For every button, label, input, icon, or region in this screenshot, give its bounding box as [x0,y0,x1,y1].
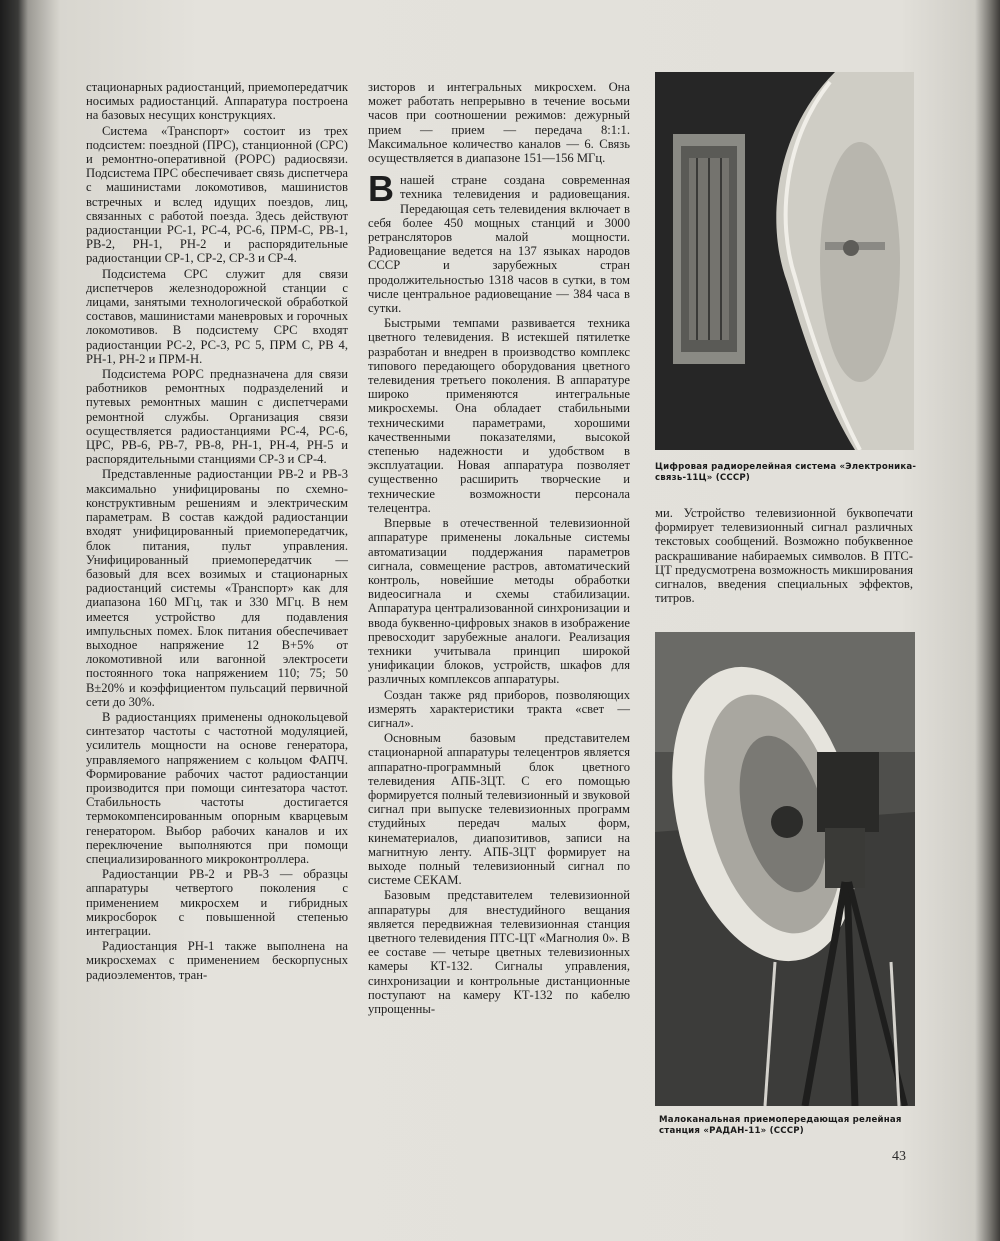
paragraph: ми. Устройство телевизионной буквопечати формирует телевизионный сигнал различных текстовых сообщений. Возможно побуквенное раскрашивание набираемых символов. В ПТС-ЦТ предусмотрена возможность микширования сигналов, введения специальных эффектов, титров. [655,506,913,606]
text-column-right [655,506,913,605]
paragraph-text: нашей стране создана современная техника телевидения и радиовещания. Передающая сеть телевидения включает в себя более 450 мощных станций и 3000 ретрансляторов малой мощности. Радиовещание ведется на 137 языках народов СССР и зарубежных стран продолжительностью 1318 часов в сутки, в том числе центральное радиовещание — 384 часа в сутки. [368,173,630,316]
paragraph: Быстрыми темпами развивается техника цветного телевидения. В истекшей пятилетке разработан и внедрен в производство комплекс типового передающего оборудования цветного телевидения третьего поколения. В аппаратуре широко применяются интегральные микросхемы. Она обладает стабильными техническими параметрами, хорошими качественными показателями, высокой степенью надежности и удобством в эксплуатации. Новая аппаратура позволяет существенно расширить творческие и технические возможности персонала телецентра. [368,316,630,515]
text-column-middle [368,80,630,1016]
paragraph: Подсистема СРС служит для связи диспетчеров железнодорожной станции с лицами, занятыми технологической обработкой составов, машинистами маневровых и горочных локомотивов. В подсистему СРС входят радиостанции РС-2, РС-3, РС 5, ПРМ С, РВ 4, РН-1, РН-2 и ПРМ-Н. [86,266,348,366]
paragraph-dropcap [368,168,630,316]
paragraph: В радиостанциях применены однокольцевой синтезатор частоты с частотной модуляцией, усилитель мощности на основе генератора, управляемого напряжением с кольцом ФАПЧ. Формирование рабочих частот радиостанции производится при помощи синтезатора частот. Стабильность частоты достигается термокомпенсированным опорным кварцевым генератором. Выбор рабочих каналов и их переключение выполняются при помощи специализированного микроконтроллера. [86,709,348,866]
photo-caption-1: Цифровая радиорелейная система «Электроника-связь-11Ц» (СССР) [655,462,917,483]
paragraph: Система «Транспорт» состоит из трех подсистем: поездной (ПРС), станционной (СРС) и ремонтно-оперативной (РОРС) радиосвязи. Подсистема ПРС обеспечивает связь диспетчера с машинистами локомотивов, машинистов встречных и вслед идущих поездов, лиц, связанных с работой поезда. Здесь действуют радиостанции РС-1, РС-4, РС-6, ПРМ-С, РВ-1, РВ-2, РН-1, РН-2 и распорядительные радиостанции СР-1, СР-2, СР-3 и СР-4. [86,123,348,266]
paragraph: зисторов и интегральных микросхем. Она может работать непрерывно в течение восьми часов при соотношении режимов: дежурный прием — прием — передача 8:1:1. Максимальное количество каналов — 6. Связь осуществляется в диапазоне 151—156 МГц. [368,80,630,166]
photo-parabolic-antenna-tripod [655,632,915,1106]
photo-caption-2: Малоканальная приемопередающая релейная станция «РАДАН-11» (СССР) [659,1115,902,1136]
paragraph: Радиостанции РВ-2 и РВ-3 — образцы аппаратуры четвертого поколения с применением микросхем и гибридных микросборок с повышенной степенью интеграции. [86,867,348,938]
page-number: 43 [892,1149,906,1164]
paragraph: Основным базовым представителем стационарной аппаратуры телецентров является аппаратно-программный блок цветного телевидения АПБ-3ЦТ. С его помощью формируется полный телевизионный и звуковой сигнал при выпуске телевизионных программ студийных передач малых форм, кинематериалов, диапозитивов, записи на магнитную ленту. АПБ-3ЦТ формирует на выходе полный телевизионный сигнал по системе СЕКАМ. [368,731,630,888]
dish-illustration [655,72,914,450]
paragraph: Подсистема РОРС предназначена для связи работников ремонтных подразделений и путевых ремонтных машин с диспетчерами ремонтной службы. Организация связи осуществляется радиостанциями РС-4, РС-6, ЦРС, РВ-6, РВ-7, РВ-8, РН-1, РН-4, РН-5 и распорядительными станциями СР-3 и СР-4. [86,367,348,467]
paragraph: Базовым представителем телевизионной аппаратуры для внестудийного вещания является передвижная телевизионная станция цветного телевидения ПТС-ЦТ «Магнолия 0». В ее составе — четыре цветных телевизионных камеры КТ-132. Сигналы управления, синхронизации и контрольные дистанционные поступают на камеру КТ-132 по кабелю упрощенны- [368,888,630,1016]
text-column-left [86,80,348,982]
photo-radio-relay-dish [655,72,914,450]
paragraph: стационарных радиостанций, приемопередатчик носимых радиостанций. Аппаратура построена на базовых несущих конструкциях. [86,80,348,123]
paragraph: Впервые в отечественной телевизионной аппаратуре применены локальные системы автоматизации поддержания параметров сигнала, совмещение растров, автоматический контроль, новейшие методы обработки видеосигнала и схемы стабилизации. Аппаратура централизованной синхронизации и ввода буквенно-цифровых знаков в изображение превосходит зарубежные аналоги. Реализация техники учитывала принцип широкой унификации блоков, устройств, шкафов для различных комплексов аппаратуры. [368,516,630,687]
antenna-illustration [655,632,915,1106]
paragraph: Радиостанция РН-1 также выполнена на микросхемах с применением бескорпусных радиоэлементов, тран- [86,939,348,982]
paragraph: Создан также ряд приборов, позволяющих измерять характеристики тракта «свет — сигнал». [368,687,630,730]
paragraph: Представленные радиостанции РВ-2 и РВ-3 максимально унифицированы по схемно-конструктивным решениям и электрическим параметрам. В состав каждой радиостанции входят унифицированный приемопередатчик, блок питания, пульт управления. Унифицированный приемопередатчик — базовый для всех возимых и стационарных радиостанций системы «Транспорт» как для диапазона 160 МГц, так и 330 МГц. В нем имеется устройство для подавления импульсных помех. Блок питания обеспечивает выходное напряжение 12 В+5% от локомотивной или вагонной электросети постоянного тока напряжением 110; 75; 50 В±20% и коэффициентом пульсаций первичной сети до 30%. [86,467,348,709]
dropcap-letter: В [368,168,394,210]
